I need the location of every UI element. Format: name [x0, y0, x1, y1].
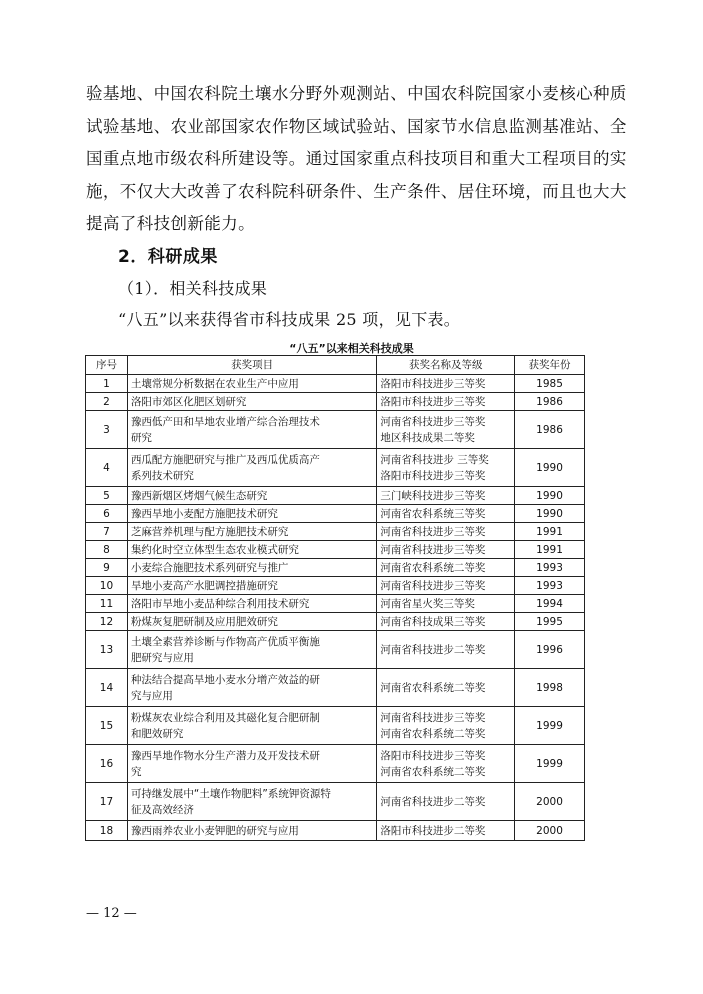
cell-no: 9: [86, 559, 128, 577]
cell-award: [377, 595, 515, 613]
cell-project-line: 旱地小麦高产水肥调控措施研究: [130, 579, 278, 592]
cell-no: 14: [86, 669, 128, 707]
cell-project-line: 豫西旱地小麦配方施肥技术研究: [130, 507, 278, 520]
cell-award-line: 洛阳市科技进步三等奖: [380, 749, 486, 762]
cell-award-line: 河南省科技成果三等奖: [380, 615, 486, 628]
header-no: 序号: [86, 356, 128, 375]
table-row: [86, 449, 585, 487]
cell-no: 11: [86, 595, 128, 613]
cell-year: 1993: [515, 559, 585, 577]
cell-no: 10: [86, 577, 128, 595]
cell-year: 1998: [515, 669, 585, 707]
cell-project: [127, 577, 376, 595]
cell-project: [127, 559, 376, 577]
cell-project-line: 肥研究与应用: [130, 651, 194, 664]
cell-award-line: 洛阳市科技进步三等奖: [380, 469, 486, 482]
subsection-heading: （1）．相关科技成果: [118, 279, 268, 298]
cell-project-line: 粉煤灰农业综合利用及其磁化复合肥研制: [130, 711, 320, 724]
table-row: [86, 821, 585, 841]
cell-award: [377, 745, 515, 783]
cell-award-line: 河南省科技进步三等奖: [380, 415, 486, 428]
cell-year: 2000: [515, 821, 585, 841]
table-row: [86, 487, 585, 505]
cell-no: 17: [86, 783, 128, 821]
table-row: [86, 707, 585, 745]
cell-project: [127, 783, 376, 821]
cell-award-line: 地区科技成果二等奖: [380, 431, 475, 444]
cell-award-line: 河南省农科系统三等奖: [380, 507, 486, 520]
cell-project-line: 研究: [130, 431, 152, 444]
table-row: [86, 523, 585, 541]
cell-award-line: 河南省科技进步二等奖: [380, 643, 486, 656]
header-award: 获奖名称及等级: [377, 356, 515, 375]
cell-no: 16: [86, 745, 128, 783]
cell-project: [127, 505, 376, 523]
table-row: [86, 375, 585, 393]
cell-award-line: 洛阳市科技进步三等奖: [380, 377, 486, 390]
cell-award: [377, 669, 515, 707]
cell-award-line: 河南省农科系统二等奖: [380, 681, 486, 694]
cell-project-line: 小麦综合施肥技术系列研究与推广: [130, 561, 289, 574]
cell-project-line: 土壤常规分析数据在农业生产中应用: [130, 377, 299, 390]
cell-award: [377, 487, 515, 505]
header-project: 获奖项目: [127, 356, 376, 375]
cell-project-line: 和肥效研究: [130, 727, 184, 740]
cell-year: 1995: [515, 613, 585, 631]
header-year: 获奖年份: [515, 356, 585, 375]
cell-project: [127, 487, 376, 505]
cell-project-line: 洛阳市郊区化肥区划研究: [130, 395, 247, 408]
cell-project-line: 西瓜配方施肥研究与推广及西瓜优质高产: [130, 453, 320, 466]
cell-award-line: 洛阳市科技进步三等奖: [380, 395, 486, 408]
cell-project-line: 种法结合提高旱地小麦水分增产效益的研: [130, 673, 320, 686]
cell-no: 7: [86, 523, 128, 541]
cell-no: 4: [86, 449, 128, 487]
cell-award-line: 三门峡科技进步三等奖: [380, 489, 486, 502]
cell-year: 2000: [515, 783, 585, 821]
cell-award: [377, 559, 515, 577]
cell-no: 5: [86, 487, 128, 505]
cell-award-line: 河南省科技进步三等奖: [380, 579, 486, 592]
table-row: [86, 613, 585, 631]
cell-award-line: 河南省科技进步三等奖: [380, 543, 486, 556]
cell-project: [127, 393, 376, 411]
cell-award: [377, 577, 515, 595]
cell-award: [377, 541, 515, 559]
cell-no: 18: [86, 821, 128, 841]
cell-award: [377, 505, 515, 523]
table-row: [86, 393, 585, 411]
cell-project: [127, 631, 376, 669]
cell-project-line: 芝麻营养机理与配方施肥技术研究: [130, 525, 289, 538]
cell-project: [127, 523, 376, 541]
table-row: [86, 411, 585, 449]
cell-award: [377, 631, 515, 669]
cell-award: [377, 783, 515, 821]
cell-no: 8: [86, 541, 128, 559]
cell-award-line: 河南省科技进步三等奖: [380, 525, 486, 538]
cell-award-line: 河南省科技进步二等奖: [380, 795, 486, 808]
table-header-row: [86, 356, 585, 375]
cell-no: 6: [86, 505, 128, 523]
cell-award-line: 河南省农科系统二等奖: [380, 561, 486, 574]
cell-project: [127, 541, 376, 559]
section-heading: 2．科研成果: [118, 247, 218, 267]
cell-year: 1986: [515, 393, 585, 411]
table-row: [86, 595, 585, 613]
cell-project-line: 征及高效经济: [130, 803, 194, 816]
cell-project: [127, 707, 376, 745]
paragraph-line: 验基地、中国农科院土壤水分野外观测站、中国农科院国家小麦核心种质: [86, 84, 627, 103]
cell-year: 1990: [515, 449, 585, 487]
cell-year: 1999: [515, 707, 585, 745]
cell-no: 12: [86, 613, 128, 631]
cell-award: [377, 393, 515, 411]
cell-award-line: 河南省科技进步三等奖: [380, 711, 486, 724]
cell-no: 15: [86, 707, 128, 745]
page-number: — 12 —: [86, 906, 137, 921]
cell-award-line: 河南省星火奖三等奖: [380, 597, 475, 610]
cell-project: [127, 375, 376, 393]
cell-year: 1985: [515, 375, 585, 393]
cell-year: 1990: [515, 487, 585, 505]
cell-project: [127, 821, 376, 841]
cell-award: [377, 411, 515, 449]
cell-year: 1986: [515, 411, 585, 449]
cell-year: 1996: [515, 631, 585, 669]
cell-year: 1993: [515, 577, 585, 595]
cell-project-line: 究: [130, 765, 142, 778]
cell-project-line: 集约化时空立体型生态农业模式研究: [130, 543, 299, 556]
cell-project: [127, 745, 376, 783]
cell-year: 1990: [515, 505, 585, 523]
cell-award-line: 洛阳市科技进步二等奖: [380, 824, 486, 837]
table-row: [86, 541, 585, 559]
table-row: [86, 631, 585, 669]
body-paragraph: [86, 78, 626, 241]
cell-project-line: 豫西旱地作物水分生产潜力及开发技术研: [130, 749, 320, 762]
cell-award-line: 河南省农科系统二等奖: [380, 727, 486, 740]
cell-project: [127, 411, 376, 449]
cell-award-line: 河南省农科系统二等奖: [380, 765, 486, 778]
paragraph-line: 提高了科技创新能力。: [86, 214, 255, 233]
cell-no: 1: [86, 375, 128, 393]
cell-award: [377, 523, 515, 541]
cell-award: [377, 449, 515, 487]
cell-year: 1991: [515, 541, 585, 559]
cell-project: [127, 595, 376, 613]
cell-award: [377, 613, 515, 631]
cell-project-line: 洛阳市旱地小麦品种综合利用技术研究: [130, 597, 310, 610]
table-row: [86, 559, 585, 577]
cell-no: 2: [86, 393, 128, 411]
cell-award-line: 河南省科技进步 三等奖: [380, 453, 489, 466]
cell-project-line: 豫西低产田和旱地农业增产综合治理技术: [130, 415, 320, 428]
paragraph-line: 试验基地、农业部国家农作物区域试验站、国家节水信息监测基准站、全: [86, 116, 627, 136]
cell-award: [377, 375, 515, 393]
cell-project-line: 土壤全素营养诊断与作物高产优质平衡施: [130, 635, 320, 648]
cell-project: [127, 669, 376, 707]
cell-project-line: 系列技术研究: [130, 469, 194, 482]
cell-project-line: 豫西雨养农业小麦钾肥的研究与应用: [130, 824, 299, 837]
cell-year: 1999: [515, 745, 585, 783]
table-row: [86, 783, 585, 821]
cell-award: [377, 821, 515, 841]
cell-award: [377, 707, 515, 745]
cell-project-line: 粉煤灰复肥研制及应用肥效研究: [130, 615, 278, 628]
awards-table: [85, 355, 585, 841]
cell-year: 1991: [515, 523, 585, 541]
paragraph-line: 施，不仅大大改善了农科院科研条件、生产条件、居住环境，而且也大大: [86, 181, 627, 201]
cell-project: [127, 613, 376, 631]
cell-project: [127, 449, 376, 487]
table-row: [86, 669, 585, 707]
cell-project-line: 可持继发展中“土壤作物肥料”系统钾资源特: [130, 787, 331, 800]
cell-no: 3: [86, 411, 128, 449]
intro-text: “八五”以来获得省市科技成果 25 项，见下表。: [118, 310, 461, 329]
paragraph-line: 国重点地市级农科所建设等。通过国家重点科技项目和重大工程项目的实: [86, 149, 627, 168]
table-row: [86, 745, 585, 783]
table-row: [86, 577, 585, 595]
cell-project-line: 豫西新烟区烤烟气候生态研究: [130, 489, 268, 502]
cell-no: 13: [86, 631, 128, 669]
table-row: [86, 505, 585, 523]
cell-project-line: 究与应用: [130, 689, 173, 702]
cell-year: 1994: [515, 595, 585, 613]
table-caption: “八五”以来相关科技成果: [289, 342, 414, 355]
